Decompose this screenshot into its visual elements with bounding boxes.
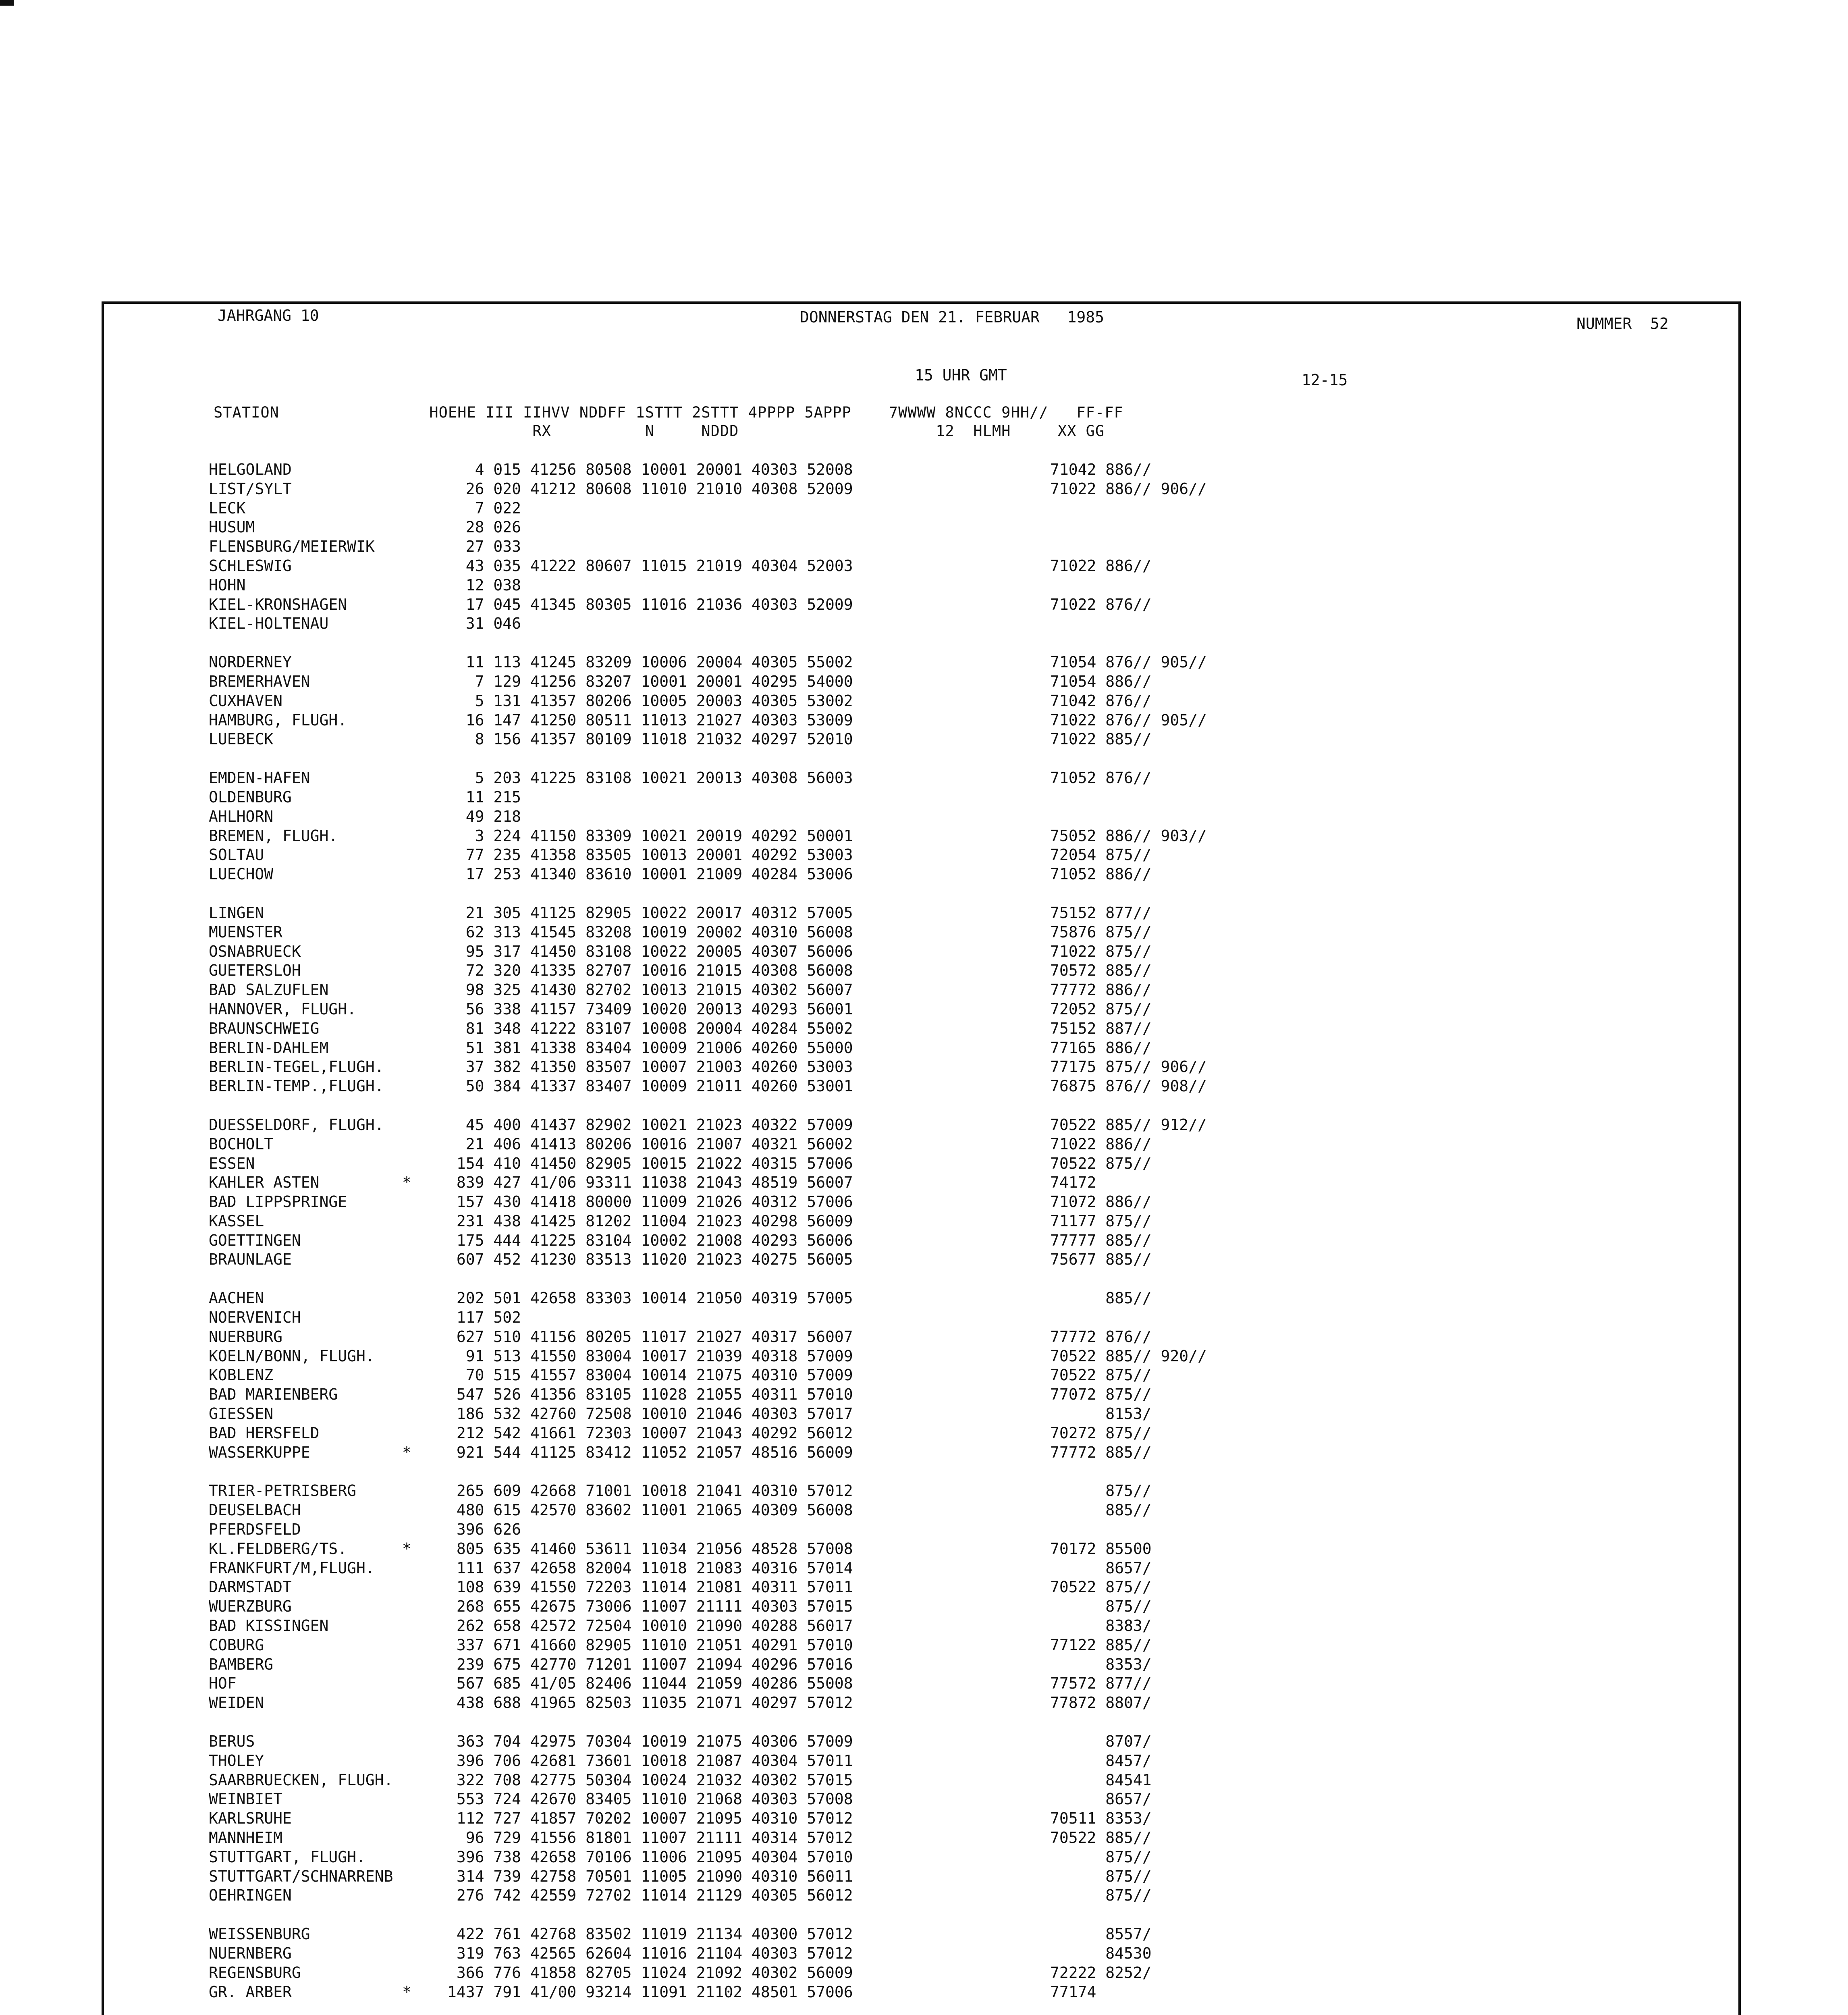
station-weather-groups: 70572 885// (1050, 962, 1152, 980)
station-observation-data: 438 688 41965 82503 11035 21071 40297 57012 (447, 1694, 853, 1712)
station-name: LUECHOW (209, 865, 274, 883)
station-observation-data: 12 038 (447, 576, 521, 594)
station-observation-data: 4 015 41256 80508 10001 20001 40303 52008 (447, 461, 853, 478)
station-weather-groups: 71022 886// (1050, 1135, 1152, 1153)
station-observation-data: 396 626 (447, 1521, 521, 1539)
station-weather-groups: 77174 (1050, 1983, 1096, 2001)
station-weather-groups: 70511 8353/ (1050, 1809, 1152, 1828)
station-name: BAD SALZUFLEN (209, 981, 329, 999)
station-weather-groups: 77175 875// 906// (1050, 1058, 1207, 1076)
station-observation-data: 547 526 41356 83105 11028 21055 40311 57010 (447, 1386, 853, 1404)
station-name: WEINBIET (209, 1790, 283, 1808)
station-observation-data: 91 513 41550 83004 10017 21039 40318 57009 (447, 1347, 853, 1365)
station-name: SAARBRUECKEN, FLUGH. (209, 1771, 393, 1789)
station-name: OSNABRUECK (209, 942, 301, 960)
station-name: HOF (209, 1674, 237, 1693)
station-name: SCHLESWIG (209, 557, 292, 575)
station-weather-groups: 875// (1050, 1482, 1152, 1500)
mountain-station-marker: * (402, 1174, 411, 1192)
station-name: KOBLENZ (209, 1366, 274, 1384)
station-name: NORDERNEY (209, 653, 292, 671)
station-weather-groups: 8557/ (1050, 1925, 1152, 1943)
station-weather-groups: 75052 886// 903// (1050, 827, 1207, 845)
station-observation-data: 7 129 41256 83207 10001 20001 40295 54000 (447, 672, 853, 690)
station-name: LECK (209, 499, 246, 517)
station-observation-data: 1437 791 41/00 93214 11091 21102 48501 57006 (447, 1983, 853, 2001)
station-name: GUETERSLOH (209, 962, 301, 980)
station-name: BAD KISSINGEN (209, 1617, 329, 1635)
station-name: AHLHORN (209, 807, 274, 825)
station-observation-data: 553 724 42670 83405 11010 21068 40303 57008 (447, 1790, 853, 1808)
station-observation-data: 95 317 41450 83108 10022 20005 40307 56006 (447, 942, 853, 960)
station-observation-data: 5 203 41225 83108 10021 20013 40308 56003 (447, 769, 853, 787)
station-name: WASSERKUPPE (209, 1443, 310, 1461)
station-name: LIST/SYLT (209, 480, 292, 498)
station-observation-data: 839 427 41/06 93311 11038 21043 48519 56007 (447, 1174, 853, 1192)
station-observation-data: 157 430 41418 80000 11009 21026 40312 57006 (447, 1193, 853, 1211)
station-observation-data: 396 706 42681 73601 10018 21087 40304 57011 (447, 1751, 853, 1770)
station-name: BRAUNSCHWEIG (209, 1019, 320, 1037)
mountain-station-marker: * (402, 1443, 411, 1461)
station-weather-groups: 71052 886// (1050, 865, 1152, 883)
station-name: MUENSTER (209, 923, 283, 941)
station-weather-groups: 70522 885// 912// (1050, 1116, 1207, 1134)
column-header-line2: RX N NDDD 12 HLMH XX GG (214, 422, 1105, 440)
station-weather-groups: 70522 885// (1050, 1829, 1152, 1847)
station-weather-groups: 8657/ (1050, 1559, 1152, 1577)
station-observation-data: 45 400 41437 82902 10021 21023 40322 57009 (447, 1116, 853, 1134)
station-observation-data: 72 320 41335 82707 10016 21015 40308 56008 (447, 962, 853, 980)
station-observation-data: 31 046 (447, 615, 521, 633)
scan-corner-mark (0, 0, 14, 6)
station-observation-data: 50 384 41337 83407 10009 21011 40260 53001 (447, 1077, 853, 1095)
station-weather-groups: 71042 876// (1050, 692, 1152, 710)
station-weather-groups: 75152 887// (1050, 1019, 1152, 1037)
station-observation-data: 43 035 41222 80607 11015 21019 40304 52003 (447, 557, 853, 575)
station-name: GR. ARBER (209, 1983, 292, 2001)
station-observation-data: 567 685 41/05 82406 11044 21059 40286 55008 (447, 1674, 853, 1693)
station-weather-groups: 77165 886// (1050, 1039, 1152, 1057)
station-weather-groups: 75677 885// (1050, 1251, 1152, 1269)
header-time: 15 UHR GMT (915, 366, 1007, 384)
station-weather-groups: 885// (1050, 1501, 1152, 1519)
station-weather-groups: 71177 875// (1050, 1212, 1152, 1230)
station-observation-data: 265 609 42668 71001 10018 21041 40310 57012 (447, 1482, 853, 1500)
station-name: BERLIN-DAHLEM (209, 1039, 329, 1057)
station-observation-data: 363 704 42975 70304 10019 21075 40306 57009 (447, 1732, 853, 1751)
station-name: TRIER-PETRISBERG (209, 1482, 357, 1500)
header-date: DONNERSTAG DEN 21. FEBRUAR 1985 (800, 308, 1104, 326)
station-name: NOERVENICH (209, 1309, 301, 1327)
station-name: KOELN/BONN, FLUGH. (209, 1347, 375, 1365)
station-name: DEUSELBACH (209, 1501, 301, 1519)
station-name: KASSEL (209, 1212, 264, 1230)
station-observation-data: 11 113 41245 83209 10006 20004 40305 55002 (447, 653, 853, 671)
station-name: KIEL-KRONSHAGEN (209, 595, 347, 613)
station-weather-groups: 77072 875// (1050, 1386, 1152, 1404)
station-weather-groups: 77772 886// (1050, 981, 1152, 999)
station-weather-groups: 885// (1050, 1289, 1152, 1307)
station-name: WEISSENBURG (209, 1925, 310, 1943)
column-header-line1: STATION HOEHE III IIHVV NDDFF 1STTT 2STTT 4PPPP 5APPP 7WWWW 8NCCC 9HH// FF-FF (214, 404, 1123, 421)
station-name: BERLIN-TEMP.,FLUGH. (209, 1077, 384, 1095)
station-observation-data: 322 708 42775 50304 10024 21032 40302 57015 (447, 1771, 853, 1789)
station-observation-data: 3 224 41150 83309 10021 20019 40292 50001 (447, 827, 853, 845)
station-name: FRANKFURT/M,FLUGH. (209, 1559, 375, 1577)
station-observation-data: 17 253 41340 83610 10001 21009 40284 53006 (447, 865, 853, 883)
station-weather-groups: 72222 8252/ (1050, 1963, 1152, 1982)
station-observation-data: 186 532 42760 72508 10010 21046 40303 57017 (447, 1405, 853, 1423)
station-name: DUESSELDORF, FLUGH. (209, 1116, 384, 1134)
station-weather-groups: 84530 (1050, 1944, 1152, 1962)
station-observation-data: 921 544 41125 83412 11052 21057 48516 56009 (447, 1443, 853, 1461)
station-name: HAMBURG, FLUGH. (209, 711, 347, 729)
station-name: GIESSEN (209, 1405, 274, 1423)
station-name: BREMERHAVEN (209, 672, 310, 690)
station-observation-data: 108 639 41550 72203 11014 21081 40311 57011 (447, 1578, 853, 1596)
station-name: HANNOVER, FLUGH. (209, 1000, 357, 1018)
station-weather-groups: 70522 885// 920// (1050, 1347, 1207, 1365)
station-weather-groups: 77772 885// (1050, 1443, 1152, 1461)
station-observation-data: 202 501 42658 83303 10014 21050 40319 57005 (447, 1289, 853, 1307)
station-weather-groups: 77122 885// (1050, 1636, 1152, 1654)
station-observation-data: 51 381 41338 83404 10009 21006 40260 55000 (447, 1039, 853, 1057)
station-weather-groups: 71022 886// (1050, 557, 1152, 575)
station-observation-data: 268 655 42675 73006 11007 21111 40303 57015 (447, 1597, 853, 1616)
station-observation-data: 17 045 41345 80305 11016 21036 40303 52009 (447, 595, 853, 613)
station-weather-groups: 71072 886// (1050, 1193, 1152, 1211)
station-weather-groups: 77777 885// (1050, 1231, 1152, 1249)
station-weather-groups: 8153/ (1050, 1405, 1152, 1423)
station-observation-data: 27 033 (447, 538, 521, 556)
header-nummer: NUMMER 52 (1576, 315, 1669, 332)
station-observation-data: 607 452 41230 83513 11020 21023 40275 56005 (447, 1251, 853, 1269)
station-weather-groups: 8383/ (1050, 1617, 1152, 1635)
station-weather-groups: 71022 875// (1050, 942, 1152, 960)
station-observation-data: 480 615 42570 83602 11001 21065 40309 56008 (447, 1501, 853, 1519)
station-name: DARMSTADT (209, 1578, 292, 1596)
station-weather-groups: 70522 875// (1050, 1366, 1152, 1384)
station-observation-data: 111 637 42658 82004 11018 21083 40316 57014 (447, 1559, 853, 1577)
mountain-station-marker: * (402, 1983, 411, 2001)
station-weather-groups: 8657/ (1050, 1790, 1152, 1808)
station-name: GOETTINGEN (209, 1231, 301, 1249)
station-name: WEIDEN (209, 1694, 264, 1712)
station-weather-groups: 875// (1050, 1597, 1152, 1616)
station-observation-data: 239 675 42770 71201 11007 21094 40296 57016 (447, 1655, 853, 1673)
station-name: KIEL-HOLTENAU (209, 615, 329, 633)
station-weather-groups: 71022 886// 906// (1050, 480, 1207, 498)
station-name: BAD LIPPSPRINGE (209, 1193, 347, 1211)
station-observation-data: 154 410 41450 82905 10015 21022 40315 57006 (447, 1154, 853, 1172)
station-weather-groups: 72054 875// (1050, 846, 1152, 864)
station-observation-data: 81 348 41222 83107 10008 20004 40284 55002 (447, 1019, 853, 1037)
station-weather-groups: 71022 876// (1050, 595, 1152, 613)
station-observation-data: 8 156 41357 80109 11018 21032 40297 52010 (447, 730, 853, 748)
station-weather-groups: 875// (1050, 1867, 1152, 1885)
station-name: HELGOLAND (209, 461, 292, 478)
station-name: LINGEN (209, 904, 264, 922)
station-weather-groups: 70272 875// (1050, 1424, 1152, 1442)
station-weather-groups: 71052 876// (1050, 769, 1152, 787)
station-weather-groups: 70522 875// (1050, 1578, 1152, 1596)
station-observation-data: 5 131 41357 80206 10005 20003 40305 53002 (447, 692, 853, 710)
station-observation-data: 56 338 41157 73409 10020 20013 40293 56001 (447, 1000, 853, 1018)
station-name: ESSEN (209, 1154, 255, 1172)
station-name: STUTTGART/SCHNARRENB (209, 1867, 393, 1885)
station-name: MANNHEIM (209, 1829, 283, 1847)
station-name: NUERNBERG (209, 1944, 292, 1962)
station-name: STUTTGART, FLUGH. (209, 1848, 365, 1866)
station-weather-groups: 72052 875// (1050, 1000, 1152, 1018)
header-jahrgang: JAHRGANG 10 (218, 307, 319, 324)
station-name: PFERDSFELD (209, 1521, 301, 1539)
station-weather-groups: 84541 (1050, 1771, 1152, 1789)
station-name: FLENSBURG/MEIERWIK (209, 538, 375, 556)
station-name: SOLTAU (209, 846, 264, 864)
station-observation-data: 805 635 41460 53611 11034 21056 48528 57008 (447, 1539, 853, 1558)
station-observation-data: 276 742 42559 72702 11014 21129 40305 56012 (447, 1886, 853, 1905)
station-weather-groups: 71022 885// (1050, 730, 1152, 748)
station-observation-data: 49 218 (447, 807, 521, 825)
station-name: AACHEN (209, 1289, 264, 1307)
station-observation-data: 231 438 41425 81202 11004 21023 40298 56009 (447, 1212, 853, 1230)
station-weather-groups: 8707/ (1050, 1732, 1152, 1751)
station-observation-data: 627 510 41156 80205 11017 21027 40317 56007 (447, 1327, 853, 1346)
station-name: BERUS (209, 1732, 255, 1751)
station-weather-groups: 75152 877// (1050, 904, 1152, 922)
station-observation-data: 77 235 41358 83505 10013 20001 40292 53003 (447, 846, 853, 864)
station-weather-groups: 76875 876// 908// (1050, 1077, 1207, 1095)
station-name: BREMEN, FLUGH. (209, 827, 338, 845)
station-weather-groups: 70522 875// (1050, 1154, 1152, 1172)
station-observation-data: 7 022 (447, 499, 521, 517)
station-observation-data: 16 147 41250 80511 11013 21027 40303 53009 (447, 711, 853, 729)
station-weather-groups: 8353/ (1050, 1655, 1152, 1673)
station-observation-data: 175 444 41225 83104 10002 21008 40293 56006 (447, 1231, 853, 1249)
station-weather-groups: 875// (1050, 1848, 1152, 1866)
station-weather-groups: 71042 886// (1050, 461, 1152, 478)
header-range: 12-15 (1302, 371, 1348, 389)
station-weather-groups: 71022 876// 905// (1050, 711, 1207, 729)
station-weather-groups: 875// (1050, 1886, 1152, 1905)
station-weather-groups: 74172 (1050, 1174, 1096, 1192)
station-name: NUERBURG (209, 1327, 283, 1346)
station-observation-data: 366 776 41858 82705 11024 21092 40302 56009 (447, 1963, 853, 1982)
station-name: REGENSBURG (209, 1963, 301, 1982)
station-name: BAMBERG (209, 1655, 274, 1673)
station-name: BERLIN-TEGEL,FLUGH. (209, 1058, 384, 1076)
station-name: WUERZBURG (209, 1597, 292, 1616)
station-name: EMDEN-HAFEN (209, 769, 310, 787)
station-observation-data: 396 738 42658 70106 11006 21095 40304 57010 (447, 1848, 853, 1866)
station-weather-groups: 77772 876// (1050, 1327, 1152, 1346)
station-name: LUEBECK (209, 730, 274, 748)
station-observation-data: 319 763 42565 62604 11016 21104 40303 57012 (447, 1944, 853, 1962)
station-observation-data: 422 761 42768 83502 11019 21134 40300 57012 (447, 1925, 853, 1943)
station-observation-data: 98 325 41430 82702 10013 21015 40302 56007 (447, 981, 853, 999)
station-observation-data: 112 727 41857 70202 10007 21095 40310 57012 (447, 1809, 853, 1828)
station-observation-data: 70 515 41557 83004 10014 21075 40310 57009 (447, 1366, 853, 1384)
station-observation-data: 262 658 42572 72504 10010 21090 40288 56017 (447, 1617, 853, 1635)
station-name: HOHN (209, 576, 246, 594)
station-observation-data: 21 406 41413 80206 10016 21007 40321 56002 (447, 1135, 853, 1153)
station-weather-groups: 75876 875// (1050, 923, 1152, 941)
station-observation-data: 314 739 42758 70501 11005 21090 40310 56011 (447, 1867, 853, 1885)
station-observation-data: 26 020 41212 80608 11010 21010 40308 52009 (447, 480, 853, 498)
station-weather-groups: 71054 876// 905// (1050, 653, 1207, 671)
station-name: KL.FELDBERG/TS. (209, 1539, 347, 1558)
station-observation-data: 212 542 41661 72303 10007 21043 40292 56012 (447, 1424, 853, 1442)
station-name: BAD HERSFELD (209, 1424, 320, 1442)
station-weather-groups: 71054 886// (1050, 672, 1152, 690)
station-name: HUSUM (209, 518, 255, 536)
station-name: CUXHAVEN (209, 692, 283, 710)
station-observation-data: 37 382 41350 83507 10007 21003 40260 53003 (447, 1058, 853, 1076)
station-observation-data: 62 313 41545 83208 10019 20002 40310 56008 (447, 923, 853, 941)
station-name: BAD MARIENBERG (209, 1386, 338, 1404)
station-weather-groups: 77872 8807/ (1050, 1694, 1152, 1712)
station-observation-data: 117 502 (447, 1309, 521, 1327)
station-name: KARLSRUHE (209, 1809, 292, 1828)
mountain-station-marker: * (402, 1539, 411, 1558)
station-weather-groups: 8457/ (1050, 1751, 1152, 1770)
station-observation-data: 21 305 41125 82905 10022 20017 40312 57005 (447, 904, 853, 922)
station-observation-data: 337 671 41660 82905 11010 21051 40291 57010 (447, 1636, 853, 1654)
station-weather-groups: 77572 877// (1050, 1674, 1152, 1693)
station-name: COBURG (209, 1636, 264, 1654)
station-name: OEHRINGEN (209, 1886, 292, 1905)
station-name: BOCHOLT (209, 1135, 274, 1153)
station-name: BRAUNLAGE (209, 1251, 292, 1269)
station-name: KAHLER ASTEN (209, 1174, 320, 1192)
station-weather-groups: 70172 85500 (1050, 1539, 1152, 1558)
station-name: OLDENBURG (209, 788, 292, 806)
station-name: THOLEY (209, 1751, 264, 1770)
station-observation-data: 11 215 (447, 788, 521, 806)
station-observation-data: 28 026 (447, 518, 521, 536)
station-observation-data: 96 729 41556 81801 11007 21111 40314 57012 (447, 1829, 853, 1847)
